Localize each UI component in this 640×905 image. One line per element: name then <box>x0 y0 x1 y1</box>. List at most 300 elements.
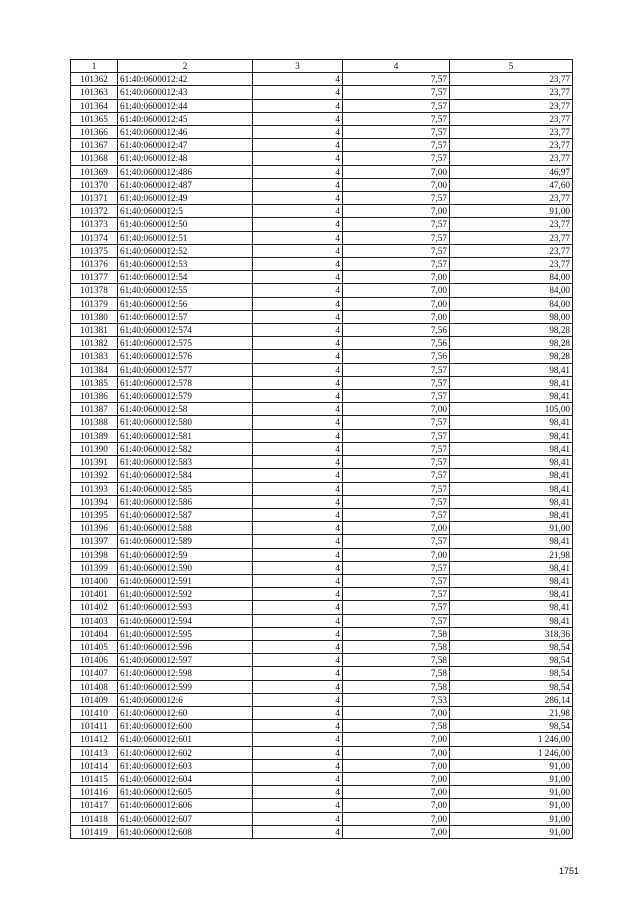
cell-cadastral-number: 61:40:0600012:58 <box>118 403 253 416</box>
cell-row-number: 101368 <box>71 152 118 165</box>
cell-value: 84,00 <box>450 284 573 297</box>
table-row <box>71 99 573 112</box>
cell-rate: 7,00 <box>343 178 450 191</box>
cell-row-number: 101417 <box>71 799 118 812</box>
cell-value: 98,28 <box>450 350 573 363</box>
table-body <box>71 73 573 839</box>
cell-row-number: 101373 <box>71 218 118 231</box>
cell-group: 4 <box>253 614 343 627</box>
cell-rate: 7,58 <box>343 654 450 667</box>
cell-value: 23,77 <box>450 218 573 231</box>
cell-value: 98,41 <box>450 535 573 548</box>
cell-row-number: 101367 <box>71 139 118 152</box>
table-row <box>71 324 573 337</box>
cell-row-number: 101372 <box>71 205 118 218</box>
cell-rate: 7,58 <box>343 640 450 653</box>
table-row <box>71 574 573 587</box>
cell-cadastral-number: 61:40:0600012:595 <box>118 627 253 640</box>
table-row <box>71 231 573 244</box>
cell-rate: 7,57 <box>343 456 450 469</box>
cell-group: 4 <box>253 561 343 574</box>
cell-rate: 7,57 <box>343 363 450 376</box>
table-row <box>71 508 573 521</box>
table-row <box>71 403 573 416</box>
cell-group: 4 <box>253 812 343 825</box>
cell-value: 91,00 <box>450 825 573 838</box>
cell-cadastral-number: 61:40:0600012:49 <box>118 192 253 205</box>
cell-rate: 7,58 <box>343 680 450 693</box>
cell-group: 4 <box>253 746 343 759</box>
cell-cadastral-number: 61:40:0600012:582 <box>118 442 253 455</box>
cell-cadastral-number: 61:40:0600012:575 <box>118 337 253 350</box>
cell-value: 21,98 <box>450 706 573 719</box>
cell-rate: 7,57 <box>343 152 450 165</box>
cell-row-number: 101392 <box>71 469 118 482</box>
cell-value: 98,41 <box>450 442 573 455</box>
cell-row-number: 101380 <box>71 310 118 323</box>
cell-rate: 7,57 <box>343 574 450 587</box>
cell-group: 4 <box>253 482 343 495</box>
table-row <box>71 733 573 746</box>
cell-group: 4 <box>253 271 343 284</box>
cell-cadastral-number: 61:40:0600012:584 <box>118 469 253 482</box>
cell-cadastral-number: 61:40:0600012:59 <box>118 548 253 561</box>
cell-value: 46,97 <box>450 165 573 178</box>
cell-group: 4 <box>253 178 343 191</box>
cell-value: 91,00 <box>450 772 573 785</box>
cell-row-number: 101396 <box>71 522 118 535</box>
cell-cadastral-number: 61:40:0600012:45 <box>118 112 253 125</box>
cell-value: 98,41 <box>450 574 573 587</box>
table-row <box>71 812 573 825</box>
cadastral-value-table <box>70 59 573 839</box>
cell-value: 23,77 <box>450 152 573 165</box>
table-row <box>71 746 573 759</box>
cell-group: 4 <box>253 548 343 561</box>
cell-group: 4 <box>253 284 343 297</box>
table-row <box>71 152 573 165</box>
cell-rate: 7,57 <box>343 561 450 574</box>
cell-rate: 7,57 <box>343 86 450 99</box>
cell-rate: 7,00 <box>343 548 450 561</box>
cell-cadastral-number: 61:40:0600012:600 <box>118 720 253 733</box>
table-row <box>71 654 573 667</box>
table-row <box>71 495 573 508</box>
cell-value: 98,41 <box>450 508 573 521</box>
cell-cadastral-number: 61:40:0600012:43 <box>118 86 253 99</box>
cell-group: 4 <box>253 152 343 165</box>
cell-rate: 7,58 <box>343 667 450 680</box>
cell-row-number: 101397 <box>71 535 118 548</box>
cell-group: 4 <box>253 86 343 99</box>
cell-row-number: 101362 <box>71 73 118 86</box>
cell-group: 4 <box>253 297 343 310</box>
table-row <box>71 390 573 403</box>
cell-rate: 7,00 <box>343 522 450 535</box>
cell-group: 4 <box>253 601 343 614</box>
cell-value: 98,41 <box>450 469 573 482</box>
column-header-5: 5 <box>450 60 573 73</box>
cell-row-number: 101379 <box>71 297 118 310</box>
cell-rate: 7,57 <box>343 258 450 271</box>
table-row <box>71 178 573 191</box>
cell-row-number: 101404 <box>71 627 118 640</box>
cell-value: 23,77 <box>450 258 573 271</box>
cell-value: 98,54 <box>450 680 573 693</box>
cell-cadastral-number: 61:40:0600012:60 <box>118 706 253 719</box>
cell-row-number: 101401 <box>71 588 118 601</box>
cell-rate: 7,00 <box>343 706 450 719</box>
cell-rate: 7,57 <box>343 112 450 125</box>
table-row <box>71 73 573 86</box>
cell-value: 98,28 <box>450 337 573 350</box>
cell-group: 4 <box>253 376 343 389</box>
cell-group: 4 <box>253 706 343 719</box>
cell-cadastral-number: 61:40:0600012:597 <box>118 654 253 667</box>
cell-cadastral-number: 61:40:0600012:581 <box>118 429 253 442</box>
cell-value: 23,77 <box>450 112 573 125</box>
cell-cadastral-number: 61:40:0600012:44 <box>118 99 253 112</box>
cell-row-number: 101408 <box>71 680 118 693</box>
cell-rate: 7,56 <box>343 350 450 363</box>
cell-group: 4 <box>253 350 343 363</box>
cell-cadastral-number: 61:40:0600012:52 <box>118 244 253 257</box>
table-row <box>71 442 573 455</box>
cell-group: 4 <box>253 720 343 733</box>
page-number: 1751 <box>559 866 580 876</box>
cell-cadastral-number: 61:40:0600012:605 <box>118 786 253 799</box>
cell-rate: 7,56 <box>343 324 450 337</box>
cell-value: 318,36 <box>450 627 573 640</box>
cell-row-number: 101411 <box>71 720 118 733</box>
cell-cadastral-number: 61:40:0600012:607 <box>118 812 253 825</box>
cell-group: 4 <box>253 772 343 785</box>
cell-value: 98,54 <box>450 640 573 653</box>
cell-rate: 7,00 <box>343 812 450 825</box>
cell-group: 4 <box>253 258 343 271</box>
cell-cadastral-number: 61:40:0600012:53 <box>118 258 253 271</box>
cell-rate: 7,00 <box>343 284 450 297</box>
cell-value: 98,41 <box>450 561 573 574</box>
cell-group: 4 <box>253 456 343 469</box>
cell-rate: 7,53 <box>343 693 450 706</box>
cell-cadastral-number: 61:40:0600012:589 <box>118 535 253 548</box>
cell-rate: 7,57 <box>343 429 450 442</box>
cell-cadastral-number: 61:40:0600012:599 <box>118 680 253 693</box>
cell-row-number: 101399 <box>71 561 118 574</box>
table-row <box>71 601 573 614</box>
cell-row-number: 101387 <box>71 403 118 416</box>
cell-rate: 7,00 <box>343 310 450 323</box>
cell-value: 23,77 <box>450 192 573 205</box>
cell-row-number: 101395 <box>71 508 118 521</box>
cell-row-number: 101391 <box>71 456 118 469</box>
cell-row-number: 101410 <box>71 706 118 719</box>
table-row <box>71 482 573 495</box>
cell-rate: 7,00 <box>343 733 450 746</box>
cell-value: 1 246,00 <box>450 746 573 759</box>
cell-value: 98,54 <box>450 667 573 680</box>
cell-row-number: 101418 <box>71 812 118 825</box>
cell-rate: 7,57 <box>343 126 450 139</box>
cell-value: 98,41 <box>450 601 573 614</box>
cell-row-number: 101364 <box>71 99 118 112</box>
cell-row-number: 101390 <box>71 442 118 455</box>
cell-group: 4 <box>253 112 343 125</box>
cell-cadastral-number: 61:40:0600012:56 <box>118 297 253 310</box>
table-row <box>71 112 573 125</box>
table-row <box>71 126 573 139</box>
cell-value: 23,77 <box>450 231 573 244</box>
cell-group: 4 <box>253 786 343 799</box>
cell-cadastral-number: 61:40:0600012:580 <box>118 416 253 429</box>
cell-group: 4 <box>253 667 343 680</box>
cell-row-number: 101413 <box>71 746 118 759</box>
cell-group: 4 <box>253 416 343 429</box>
cell-rate: 7,00 <box>343 746 450 759</box>
cell-rate: 7,57 <box>343 244 450 257</box>
cell-value: 98,41 <box>450 429 573 442</box>
cell-value: 91,00 <box>450 799 573 812</box>
cell-value: 91,00 <box>450 786 573 799</box>
cell-group: 4 <box>253 574 343 587</box>
cell-value: 23,77 <box>450 73 573 86</box>
cell-cadastral-number: 61:40:0600012:55 <box>118 284 253 297</box>
cell-group: 4 <box>253 231 343 244</box>
table-row <box>71 192 573 205</box>
cell-cadastral-number: 61:40:0600012:585 <box>118 482 253 495</box>
cell-value: 105,00 <box>450 403 573 416</box>
cell-cadastral-number: 61:40:0600012:42 <box>118 73 253 86</box>
cell-group: 4 <box>253 337 343 350</box>
table-row <box>71 522 573 535</box>
cell-cadastral-number: 61:40:0600012:48 <box>118 152 253 165</box>
cell-value: 98,41 <box>450 390 573 403</box>
cell-rate: 7,00 <box>343 271 450 284</box>
cell-rate: 7,00 <box>343 799 450 812</box>
cell-row-number: 101388 <box>71 416 118 429</box>
table-row <box>71 139 573 152</box>
cell-value: 98,28 <box>450 324 573 337</box>
table-row <box>71 772 573 785</box>
cell-rate: 7,57 <box>343 508 450 521</box>
cell-rate: 7,00 <box>343 825 450 838</box>
cell-rate: 7,00 <box>343 205 450 218</box>
cell-rate: 7,00 <box>343 297 450 310</box>
cell-rate: 7,00 <box>343 403 450 416</box>
cell-cadastral-number: 61:40:0600012:583 <box>118 456 253 469</box>
cell-row-number: 101378 <box>71 284 118 297</box>
cell-group: 4 <box>253 693 343 706</box>
cell-cadastral-number: 61:40:0600012:47 <box>118 139 253 152</box>
cell-value: 98,41 <box>450 416 573 429</box>
cell-group: 4 <box>253 442 343 455</box>
table-row <box>71 640 573 653</box>
cell-rate: 7,57 <box>343 390 450 403</box>
table-row <box>71 535 573 548</box>
cell-group: 4 <box>253 218 343 231</box>
cell-cadastral-number: 61:40:0600012:574 <box>118 324 253 337</box>
cell-rate: 7,58 <box>343 627 450 640</box>
table-row <box>71 667 573 680</box>
cell-group: 4 <box>253 680 343 693</box>
cell-cadastral-number: 61:40:0600012:601 <box>118 733 253 746</box>
cell-cadastral-number: 61:40:0600012:590 <box>118 561 253 574</box>
cell-rate: 7,57 <box>343 442 450 455</box>
cell-value: 98,41 <box>450 482 573 495</box>
table-row <box>71 165 573 178</box>
table-row <box>71 561 573 574</box>
cell-cadastral-number: 61:40:0600012:602 <box>118 746 253 759</box>
cell-group: 4 <box>253 733 343 746</box>
cell-row-number: 101375 <box>71 244 118 257</box>
cell-cadastral-number: 61:40:0600012:577 <box>118 363 253 376</box>
cell-row-number: 101406 <box>71 654 118 667</box>
cell-cadastral-number: 61:40:0600012:46 <box>118 126 253 139</box>
table-row <box>71 363 573 376</box>
cell-cadastral-number: 61:40:0600012:606 <box>118 799 253 812</box>
cell-value: 91,00 <box>450 759 573 772</box>
table-row <box>71 284 573 297</box>
cell-group: 4 <box>253 799 343 812</box>
cell-value: 98,41 <box>450 495 573 508</box>
cell-cadastral-number: 61:40:0600012:604 <box>118 772 253 785</box>
cell-value: 21,98 <box>450 548 573 561</box>
table-row <box>71 825 573 838</box>
table-row <box>71 706 573 719</box>
cell-row-number: 101403 <box>71 614 118 627</box>
table-row <box>71 350 573 363</box>
table-row <box>71 258 573 271</box>
cell-rate: 7,57 <box>343 231 450 244</box>
cell-value: 23,77 <box>450 99 573 112</box>
cell-value: 91,00 <box>450 812 573 825</box>
cell-cadastral-number: 61:40:0600012:586 <box>118 495 253 508</box>
cell-value: 47,60 <box>450 178 573 191</box>
cell-rate: 7,57 <box>343 139 450 152</box>
cell-row-number: 101394 <box>71 495 118 508</box>
table-header-row <box>71 60 573 73</box>
cell-value: 91,00 <box>450 522 573 535</box>
table-row <box>71 244 573 257</box>
cell-group: 4 <box>253 640 343 653</box>
cell-row-number: 101416 <box>71 786 118 799</box>
cell-cadastral-number: 61:40:0600012:54 <box>118 271 253 284</box>
cell-cadastral-number: 61:40:0600012:588 <box>118 522 253 535</box>
cell-row-number: 101386 <box>71 390 118 403</box>
cell-rate: 7,57 <box>343 535 450 548</box>
table-row <box>71 720 573 733</box>
table-row <box>71 429 573 442</box>
cell-group: 4 <box>253 363 343 376</box>
table-row <box>71 416 573 429</box>
cell-group: 4 <box>253 627 343 640</box>
cell-rate: 7,57 <box>343 614 450 627</box>
cell-group: 4 <box>253 165 343 178</box>
table-row <box>71 548 573 561</box>
cell-group: 4 <box>253 588 343 601</box>
cell-row-number: 101363 <box>71 86 118 99</box>
cell-row-number: 101393 <box>71 482 118 495</box>
cell-value: 98,54 <box>450 654 573 667</box>
cell-rate: 7,57 <box>343 588 450 601</box>
cell-cadastral-number: 61:40:0600012:598 <box>118 667 253 680</box>
cell-value: 98,41 <box>450 376 573 389</box>
cell-rate: 7,57 <box>343 601 450 614</box>
cell-rate: 7,00 <box>343 772 450 785</box>
table-row <box>71 86 573 99</box>
cell-cadastral-number: 61:40:0600012:576 <box>118 350 253 363</box>
cell-rate: 7,58 <box>343 720 450 733</box>
table-row <box>71 693 573 706</box>
cell-row-number: 101412 <box>71 733 118 746</box>
cell-group: 4 <box>253 759 343 772</box>
cell-group: 4 <box>253 244 343 257</box>
cell-rate: 7,57 <box>343 376 450 389</box>
cell-group: 4 <box>253 99 343 112</box>
cell-row-number: 101409 <box>71 693 118 706</box>
cell-value: 286,14 <box>450 693 573 706</box>
cell-rate: 7,00 <box>343 786 450 799</box>
cell-row-number: 101374 <box>71 231 118 244</box>
cell-row-number: 101402 <box>71 601 118 614</box>
cell-cadastral-number: 61:40:0600012:50 <box>118 218 253 231</box>
cell-rate: 7,57 <box>343 416 450 429</box>
cell-cadastral-number: 61:40:0600012:596 <box>118 640 253 653</box>
cell-row-number: 101385 <box>71 376 118 389</box>
cell-cadastral-number: 61:40:0600012:603 <box>118 759 253 772</box>
cell-group: 4 <box>253 535 343 548</box>
cell-group: 4 <box>253 205 343 218</box>
cell-row-number: 101405 <box>71 640 118 653</box>
table-row <box>71 627 573 640</box>
cell-group: 4 <box>253 495 343 508</box>
table-row <box>71 456 573 469</box>
cell-value: 23,77 <box>450 126 573 139</box>
cell-value: 23,77 <box>450 244 573 257</box>
cell-group: 4 <box>253 825 343 838</box>
cell-cadastral-number: 61:40:0600012:57 <box>118 310 253 323</box>
cell-cadastral-number: 61:40:0600012:594 <box>118 614 253 627</box>
table-row <box>71 271 573 284</box>
cell-row-number: 101376 <box>71 258 118 271</box>
table-row <box>71 297 573 310</box>
cell-value: 91,00 <box>450 205 573 218</box>
table-row <box>71 799 573 812</box>
cell-rate: 7,57 <box>343 469 450 482</box>
cell-value: 23,77 <box>450 139 573 152</box>
cell-rate: 7,57 <box>343 99 450 112</box>
cell-group: 4 <box>253 310 343 323</box>
cell-cadastral-number: 61:40:0600012:5 <box>118 205 253 218</box>
column-header-2: 2 <box>118 60 253 73</box>
cell-cadastral-number: 61:40:0600012:593 <box>118 601 253 614</box>
cell-rate: 7,57 <box>343 218 450 231</box>
cell-rate: 7,56 <box>343 337 450 350</box>
cell-group: 4 <box>253 192 343 205</box>
cell-row-number: 101365 <box>71 112 118 125</box>
cell-cadastral-number: 61:40:0600012:486 <box>118 165 253 178</box>
cell-value: 84,00 <box>450 271 573 284</box>
cell-cadastral-number: 61:40:0600012:592 <box>118 588 253 601</box>
cell-rate: 7,57 <box>343 192 450 205</box>
cell-value: 98,00 <box>450 310 573 323</box>
cell-rate: 7,57 <box>343 482 450 495</box>
column-header-4: 4 <box>343 60 450 73</box>
cell-row-number: 101383 <box>71 350 118 363</box>
table-row <box>71 310 573 323</box>
cell-value: 23,77 <box>450 86 573 99</box>
